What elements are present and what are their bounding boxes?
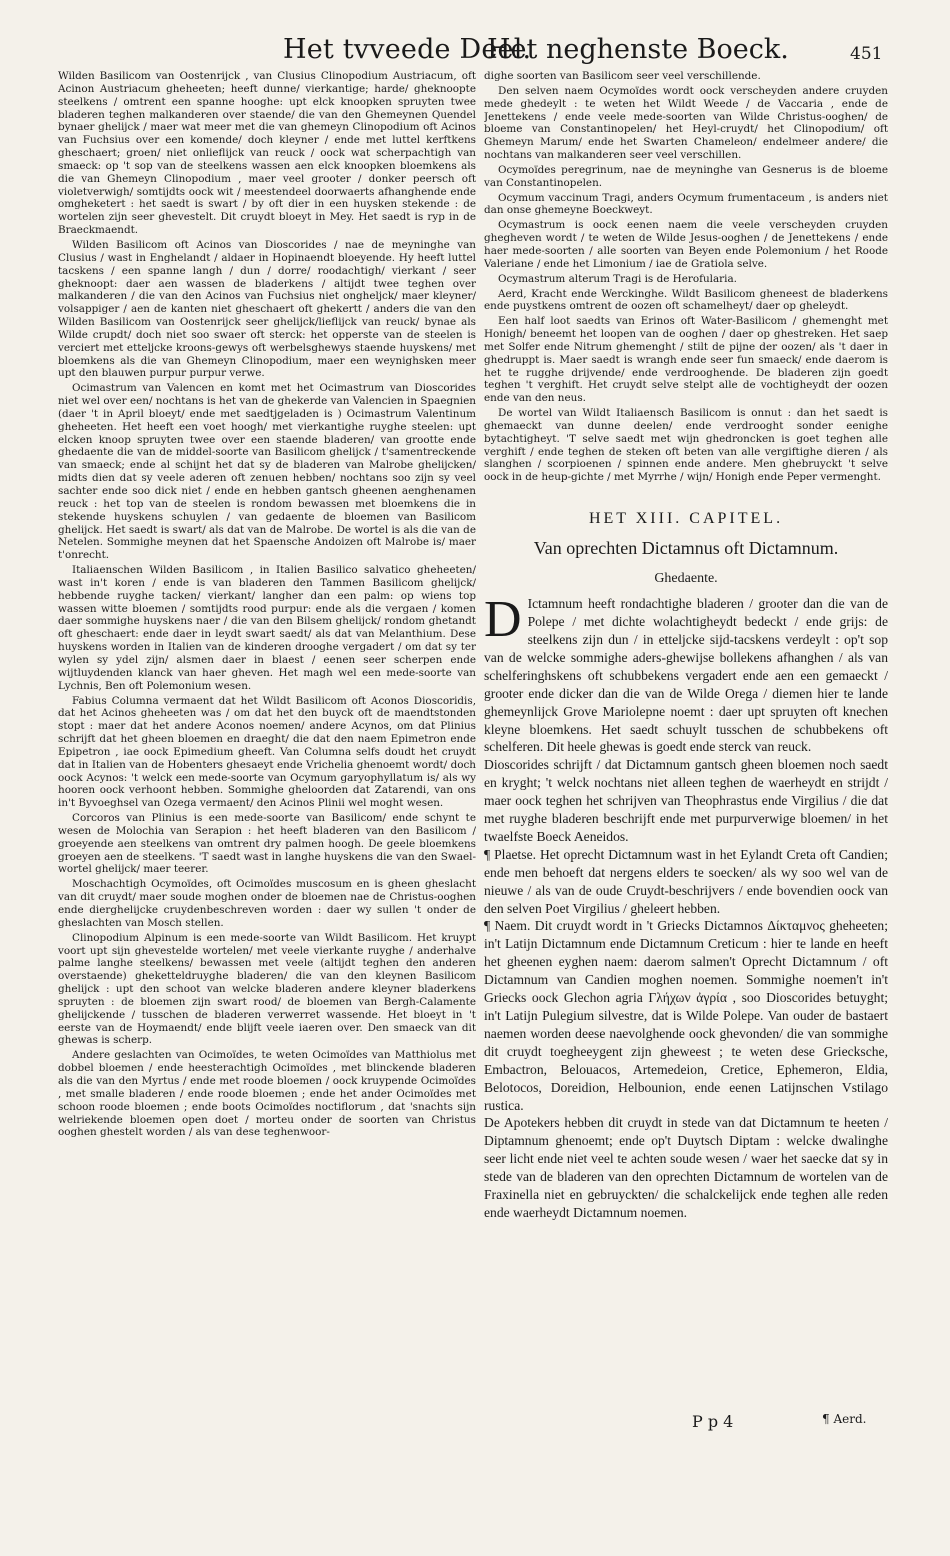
- section-heading: Ghedaente.: [654, 571, 718, 587]
- paragraph: Wilden Basilicom van Oostenrijck , van Clusius Clinopodium Austriacum, oft Acinon Austriacum gheheeten; heeft dunne/ vierkantige; harde/ gheknoopte steelkens / omtrent een spanne hooghe: upt elck knoopken spruyten twee bladeren teghen malkanderen over staende/ die van den Ghemeynen Quendel bynaer ghelijck / maer wat meer met die van ghemeyn Clinopodium oft Acinos van Fuchsius over een komende/ doch kleyner / ende met luttel kerftkens gheschaert; groen/ niet onlieflijck van reuck / oock wat scherpachtigh van smaeck: op 't sop van de steelkens wassen aen elck knoopken bloemkens als die van Ghemeyn Clinopodium , maer veel grooter / donker peersch oft violetverwigh/ somtijdts oock wit / meestendeel doorwaerts afhanghende ende omgheketert : het saedt is swart / by oft dier in een huysken stekende : de wortelen zijn seer ghevestelt. Dit cruydt bloeyt in Mey. Het saedt is ryp in de Braeckmaendt.: [58, 70, 476, 237]
- paragraph: Een half loot saedts van Erinos oft Water-Basilicom / ghemenght met Honigh/ beneemt het loopen van de ooghen / daer op ghestreken. Het saep met Solfer ende Nitrum ghemenght / stilt de pijne der oozen/ als 't daer in ghedruppt is. Maer saedt is wrangh ende seer fun smaeck/ ende daerom is het te rugghe drijvende/ ende verdrooghende. De bladeren zijn goedt teghen 't verghift. Het cruydt selve stelpt alle de vochtigheydt der oozen ende van den neus.: [484, 315, 888, 405]
- paragraph: Andere geslachten van Ocimoïdes, te weten Ocimoïdes van Matthiolus met dobbel bloemen / ende heesterachtigh Ocimoïdes , met blinckende bladeren als die van den Myrtus / ende met roode bloemen / oock kruypende Ocimoïdes , met smalle bladeren / ende roode bloemen ; ende het ander Ocimoïdes met schoon roode bloemen ; ende boots Ocimoïdes noctiflorum , dat 'snachts sijn welriekende bloemen open doet / morteu onder de soorten van Christus ooghen ghestelt worden / als van dese teghenwoor-: [58, 1049, 476, 1139]
- paragraph: [484, 591, 888, 756]
- paragraph: Ocymoïdes peregrinum, nae de meyninghe van Gesnerus is de bloeme van Constantinopelen.: [484, 163, 888, 189]
- running-head-left: Het tvveede Deel.: [283, 34, 532, 65]
- paragraph: De wortel van Wildt Italiaensch Basilicom is onnut : dan het saedt is ghemaeckt van dunne deelen/ ende verdrooght sonder eenighe bytachtigheyt. 'T selve saedt met wijn ghedroncken is goet teghen alle verghift / ende teghen de steken oft beten van alle vergiftighe dieren / als slanghen / scorpioenen / spinnen ende andere. Men ghebruyckt 't selve oock in de heup-gichte / met Myrrhe / wijn/ Honigh ende Peper vermenght.: [484, 407, 888, 484]
- paragraph: Den selven naem Ocymoïdes wordt oock verscheyden andere cruyden mede ghedeylt : te weten het Wildt Weede / de Vaccaria , ende de Jenettekens / ende veele mede-soorten van Wilde Christus-ooghen/ de bloeme van Constantinopelen/ het Heyl-cruydt/ het Clinopodium/ oft Ghemeyn Marum/ ende het Swarten Chameleon/ endelmeer andere/ die nochtans van malkanderen seer veel verschillen.: [484, 84, 888, 162]
- paragraph: Aerd, Kracht ende Werckinghe. Wildt Basilicom gheneest de bladerkens ende puystkens omtrent de oozen oft schamelheyt/ daer op gheleydt.: [484, 287, 888, 313]
- paragraph: dighe soorten van Basilicom seer veel verschillende.: [484, 70, 761, 82]
- paragraph: Clinopodium Alpinum is een mede-soorte van Wildt Basilicom. Het kruypt voort upt sijn ghevestelde wortelen/ met veele vierkante ruyghe / anderhalve palme langhe steelkens/ bewassen met veele (altijdt teghen den anderen overstaende) gheketteldruyghe bladeren/ die van den kleynen Basilicom ghelijck : upt den schoot van welcke bladeren andere kleyner bladerkens spruyten : de bloemen zijn swart rood/ de bloemen van Bergh-Calamente ghelijckende / tusschen de bladeren verwerret wassende. Het bloeyt in 't eerste van de Hoymaendt/ ende blijft veele iaeren over. Den smaeck van dit ghewas is scherp.: [58, 931, 476, 1047]
- page-number: 451: [850, 44, 883, 64]
- paragraph: Wilden Basilicom oft Acinos van Dioscorides / nae de meyninghe van Clusius / wast in Enghelandt / aldaer in Hopinaendt bloeyende. Hy heeft luttel tacskens / een spanne langh / dun / dorre/ roodachtigh/ vierkant / seer gheknoopt: daer aen wassen de bladerkens / altijdt twee teghen over malkanderen / die van den Acinos van Fuchsius niet ongheljck/ maer kleyner/ volsappiger / aen de kanten niet gheschaert oft ghekertt / anders die van den Wilden Basilicom van Oostenrijck seer ghelijck/lieflijck van reuck/ bynae als Wilde crupdt/ doch niet soo swaer oft sterck: het opperste van de steelen is verciert met etteljcke kroons-gewys oft werbelsghewys staende huyskens/ met bloemkens als die van Ghemeyn Clinopodium, maer een weynighsken meer upt den blauwen purpur purpur verwe.: [58, 238, 476, 380]
- chapter-subtitle: Van oprechten Dictamnus oft Dictamnum.: [533, 538, 839, 559]
- running-head-right: Het neghenste Boeck.: [487, 34, 789, 65]
- drop-cap: D: [484, 591, 522, 649]
- paragraph: Ocimastrum van Valencen en komt met het Ocimastrum van Dioscorides niet wel over een/ nochtans is het van de ghekerde van Valencien in Spaegnien (daer 't in April bloeyt/ ende met saedtjgeladen is ) Ocimastrum Valentinum gheheeten. Het heeft een voet hoogh/ met vierkantighe ruyghe steelen: upt elcken knoop spruyten twee over een staende bladeren/ van grootte ende ghedaente die van de middel-soorte van Basilicom ghelijck / t'samentreckende van smaeck; ende al schijnt het dat sy de bladeren van Malrobe ghelijcken/ midts dien dat sy veele aderen oft zenuen hebben/ nochtans soo zijn sy veel sachter ende soo dick niet / ende en hebben gantsch gheenen aenghenamen reuck : het top van de steelen is rondom bewassen met bloemkens die in stekende huyskens schuylen / van gedaente de bloemen van Basilicom ghelijck. Het saedt is swart/ als dat van de Malrobe. De wortel is als die van de Netelen. Sommighe meynen dat het Spaensche Andoizen oft Malrobe is/ maer t'onrecht.: [58, 382, 476, 562]
- paragraph: Corcoros van Plinius is een mede-soorte van Basilicom/ ende schynt te wesen de Molochia van Serapion : het heeft bladeren van den Basilicom / groeyende aen steelkens van omtrent dry palmen hoogh. De geele bloemkens groeyen aen de steelkens. 'T saedt wast in langhe huyskens die van den Swael-wortel ghelijck/ maer teerer.: [58, 812, 476, 876]
- paragraph: Fabius Columna vermaent dat het Wildt Basilicom oft Aconos Dioscoridis, dat het Acinos gheheeten was / om dat het den buyck oft de maendtstonden stopt : maer dat het andere Aconos noemen/ andere Acynos, om dat Plinius schrijft dat het gheen bloemen en draeght/ die dat den naem Epimetron ende Epipetron , iae oock Epimedium gheeft. Van Columna selfs doudt het cruydt dat in Italien van de Hobenters ghesaeyt ende Vrichelia ghenoemt wordt/ doch oock Acynos: 't welck een mede-soorte van Ocymum garyophyllatum is/ als wy hooren oock verhoont hebben. Sommighe gheloorden dat Zatarendi, van ons in't Byvoeghsel van Ozega vermaent/ den Acinos Plinii wel moght wesen.: [58, 694, 476, 810]
- signature-mark: P p 4: [692, 1412, 734, 1431]
- paragraph: De Apotekers hebben dit cruydt in stede van dat Dictamnum te heeten / Diptamnum ghenoemt; ende op't Duytsch Diptam : welcke dwalinghe seer licht ende niet veel te achten soude wesen / waer het saecke dat sy in stede van de bladeren van den oprechten Dictamnum de wortelen van de Fraxinella niet en gebruyckten/ die schalckelijck ende teghen alle reden ende waerheydt Dictamnum noemen.: [484, 1115, 888, 1220]
- paragraph: Dioscorides schrijft / dat Dictamnum gantsch gheen bloemen noch saedt en kryght; 't welck nochtans niet alleen teghen de waerheydt en strijdt / maer oock teghen het schrijven van Theophrastus ende Virgilius / die dat met ruyghe bladeren beschrijft ende met purpurverwige bloemen/ in het twaelfste Boeck Aeneidos.: [484, 757, 888, 844]
- paragraph: Ocymastrum alterum Tragi is de Herofularia.: [498, 272, 737, 285]
- paragraph: ¶ Naem. Dit cruydt wordt in 't Griecks Dictamnos Δίκταμνος gheheeten; in't Latijn Dictamnum ende Dictamnum Creticum : hier te lande en heeft het gheenen eyghen naem: daerom salmen't Oprecht Dictamnum / oft Dictamnum van Candien moghen noemen. Sommighe noemen't in't Griecks oock Glechon agria Γλήχων ἀγρία , soo Dioscorides betuyght; in't Latijn Pulegium silvestre, dat is Wilde Polepe. Van ouder de bastaert naemen worden deese naevolghende oock ghevonden/ die van sommighe dit cruydt toegheeygent zijn gheweest ; te weten dese Griecksche, Embactron, Belouacos, Artemedeion, Cretice, Ephemeron, Eldia, Belotocos, Doreidion, Helbounion, ende eenen Latijnschen Vstilago rustica.: [484, 918, 888, 1113]
- catchword: ¶ Aerd.: [822, 1412, 867, 1426]
- paragraph: Ocymum vaccinum Tragi, anders Ocymum frumentaceum , is anders niet dan onse ghemeyne Boeckweyt.: [484, 191, 888, 217]
- paragraph: Italiaenschen Wilden Basilicom , in Italien Basilico salvatico gheheeten/ wast in't koren / ende is van bladeren den Tammen Basilicom ghelijck/ hebbende ruyghe tacken/ vierkant/ langher dan een palm: op wiens top wassen witte bloemen / somtijdts rood purpur: ende als die vergaen / komen daer sommighe huyskens naer / die van den Bilsem ghelijck/ rondom ghetandt oft gheschaert: ende daer in leydt swart saedt/ als dat van Melanthium. Dese huyskens worden in Italien van de kinderen drooghe vergadert / om dat sy ter wylen sy ydel zijn/ alsmen daer in blaest / eenen seer scherpen ende wijtluydenden klanck van haer gheven. Het magh wel een mede-soorte van Lychnis, Ben oft Polemonium wesen.: [58, 564, 476, 692]
- running-head: [0, 34, 950, 74]
- paragraph: Ocymastrum is oock eenen naem die veele verscheyden cruyden ghegheven wordt / te weten de Wilde Jesus-ooghen / de Jenettekens / ende haer mede-soorten / alle soorten van Beyen ende Polemonium / het Roode Valeriane / ende het Limonium / iae de Gratiola selve.: [484, 219, 888, 270]
- chapter-title: HET XIII. CAPITEL.: [588, 510, 784, 528]
- paragraph: ¶ Plaetse. Het oprecht Dictamnum wast in het Eylandt Creta oft Candien; ende men behoeft dat nergens elders te soecken/ als wy soo wel van de nieuwe / als van de oude Cruydt-beschrijvers / ende bovendien oock van den selven Poet Virgilius / gheleert hebben.: [484, 846, 888, 916]
- right-column: [484, 70, 888, 1448]
- paragraph-text: Ictamnum heeft rondachtighe bladeren / grooter dan die van de Polepe / met dichte wolachtigheydt bedeckt / ende grijs: de steelkens zijn dun / in etteljcke sijd-tacskens verdeylt : op't sop van de welcke sommighe aders-ghewijse bollekens afhanghen / als van schelferinghskens oft schubbekens vergadert ende aen een gemaeckt / grooter ende dicker dan die van de Wilde Orega / diemen hier te lande ghemeynlijck Grove Mariolepne noemt : daer upt spruyten oft knechen kleyne bloemkens. Het saedt schuylt tusschen de schubbekens oft schelferen. Dit heele ghewas is goedt ende sterck van reuck.: [484, 596, 888, 755]
- paragraph: Moschachtigh Ocymoïdes, oft Ocimoïdes muscosum en is gheen gheslacht van dit cruydt/ maer soude moghen onder de bloemen nae de Christus-ooghen ende dierghelijcke cruydenbeschreven worden : daer wy sullen 't onder de gheslachten van Mosch stellen.: [58, 878, 476, 929]
- left-column: [58, 70, 476, 1448]
